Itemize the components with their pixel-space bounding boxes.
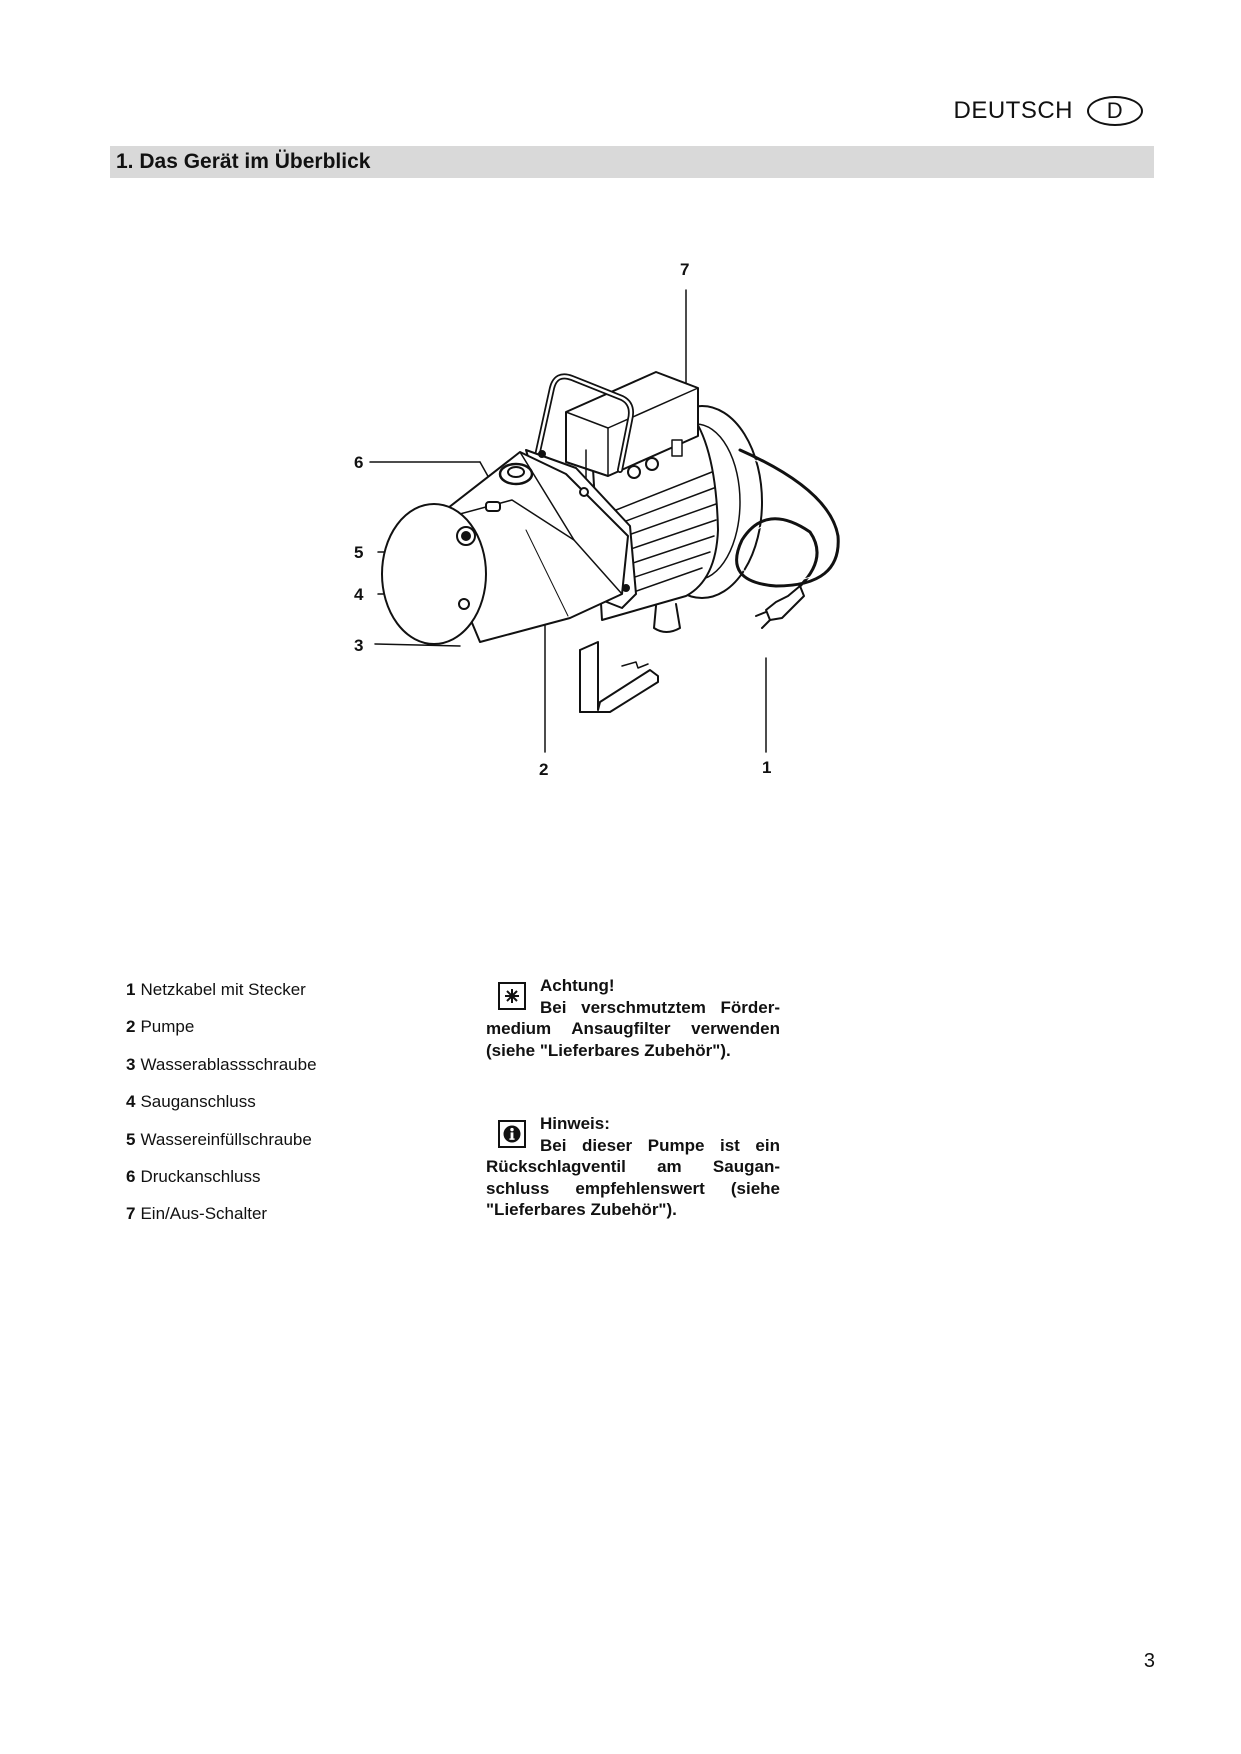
callout-5: 5 [354,543,364,562]
list-item [126,1130,317,1167]
language-label: DEUTSCH [953,97,1073,124]
callout-7: 7 [680,260,690,279]
warning-text-rest: medium Ansaugfilter verwenden (siehe "Lieferbares Zubehör"). [486,1019,780,1060]
part-number: 3 [126,1054,136,1074]
part-number: 7 [126,1204,136,1224]
info-text-first-line: Bei dieser Pumpe ist ein [540,1135,780,1155]
info-icon [498,1120,526,1148]
section-header [110,146,1154,178]
language-code-badge: D [1087,96,1143,126]
part-label: Sauganschluss [140,1092,256,1112]
callout-3: 3 [354,636,364,655]
part-label: Ein/Aus-Schalter [140,1204,268,1224]
base-bracket [580,642,658,712]
leader-line-3 [375,644,460,646]
power-plug [766,586,804,620]
info-note [486,1113,780,1221]
list-item [126,1017,317,1054]
page-number: 3 [1143,1650,1155,1672]
pump-front-cap [382,504,486,644]
part-label: Wasserablassschraube [140,1054,317,1074]
info-text [486,1135,780,1221]
part-number: 5 [126,1129,136,1149]
callout-2: 2 [539,760,549,779]
part-number: 6 [126,1166,136,1186]
info-title: Hinweis: [540,1114,610,1133]
warning-text-first-line: Bei verschmutztem Förder- [540,997,780,1017]
part-number: 1 [126,980,136,999]
part-number: 2 [126,1017,136,1037]
warning-title: Achtung! [540,976,615,995]
switch-knob-1 [628,466,640,478]
warning-icon [498,982,526,1010]
part-label: Druckanschluss [140,1166,261,1186]
switch-knob-2 [646,458,658,470]
fill-screw [486,502,500,511]
section-title: 1. Das Gerät im Überblick [116,150,371,173]
list-item [126,1092,317,1129]
parts-list [126,980,317,1242]
callout-4: 4 [354,585,364,604]
info-text-rest: Rückschlagventil am Saugan-schluss empfehlenswert (siehe "Lieferbares Zubehör"). [486,1157,780,1219]
pump-illustration [330,240,890,800]
list-item [126,980,317,1017]
part-label: Wassereinfüllschraube [140,1129,312,1149]
callout-1: 1 [762,758,772,777]
list-item [126,1167,317,1204]
callout-6: 6 [354,453,364,472]
warning-text [486,997,780,1062]
list-item [126,1055,317,1092]
list-item [126,1204,317,1241]
warning-note [486,975,780,1061]
drain-screw [459,599,469,609]
part-number: 4 [126,1092,136,1112]
part-label: Pumpe [140,1017,195,1037]
language-indicator [953,96,1143,126]
part-label: Netzkabel mit Stecker [140,980,306,999]
